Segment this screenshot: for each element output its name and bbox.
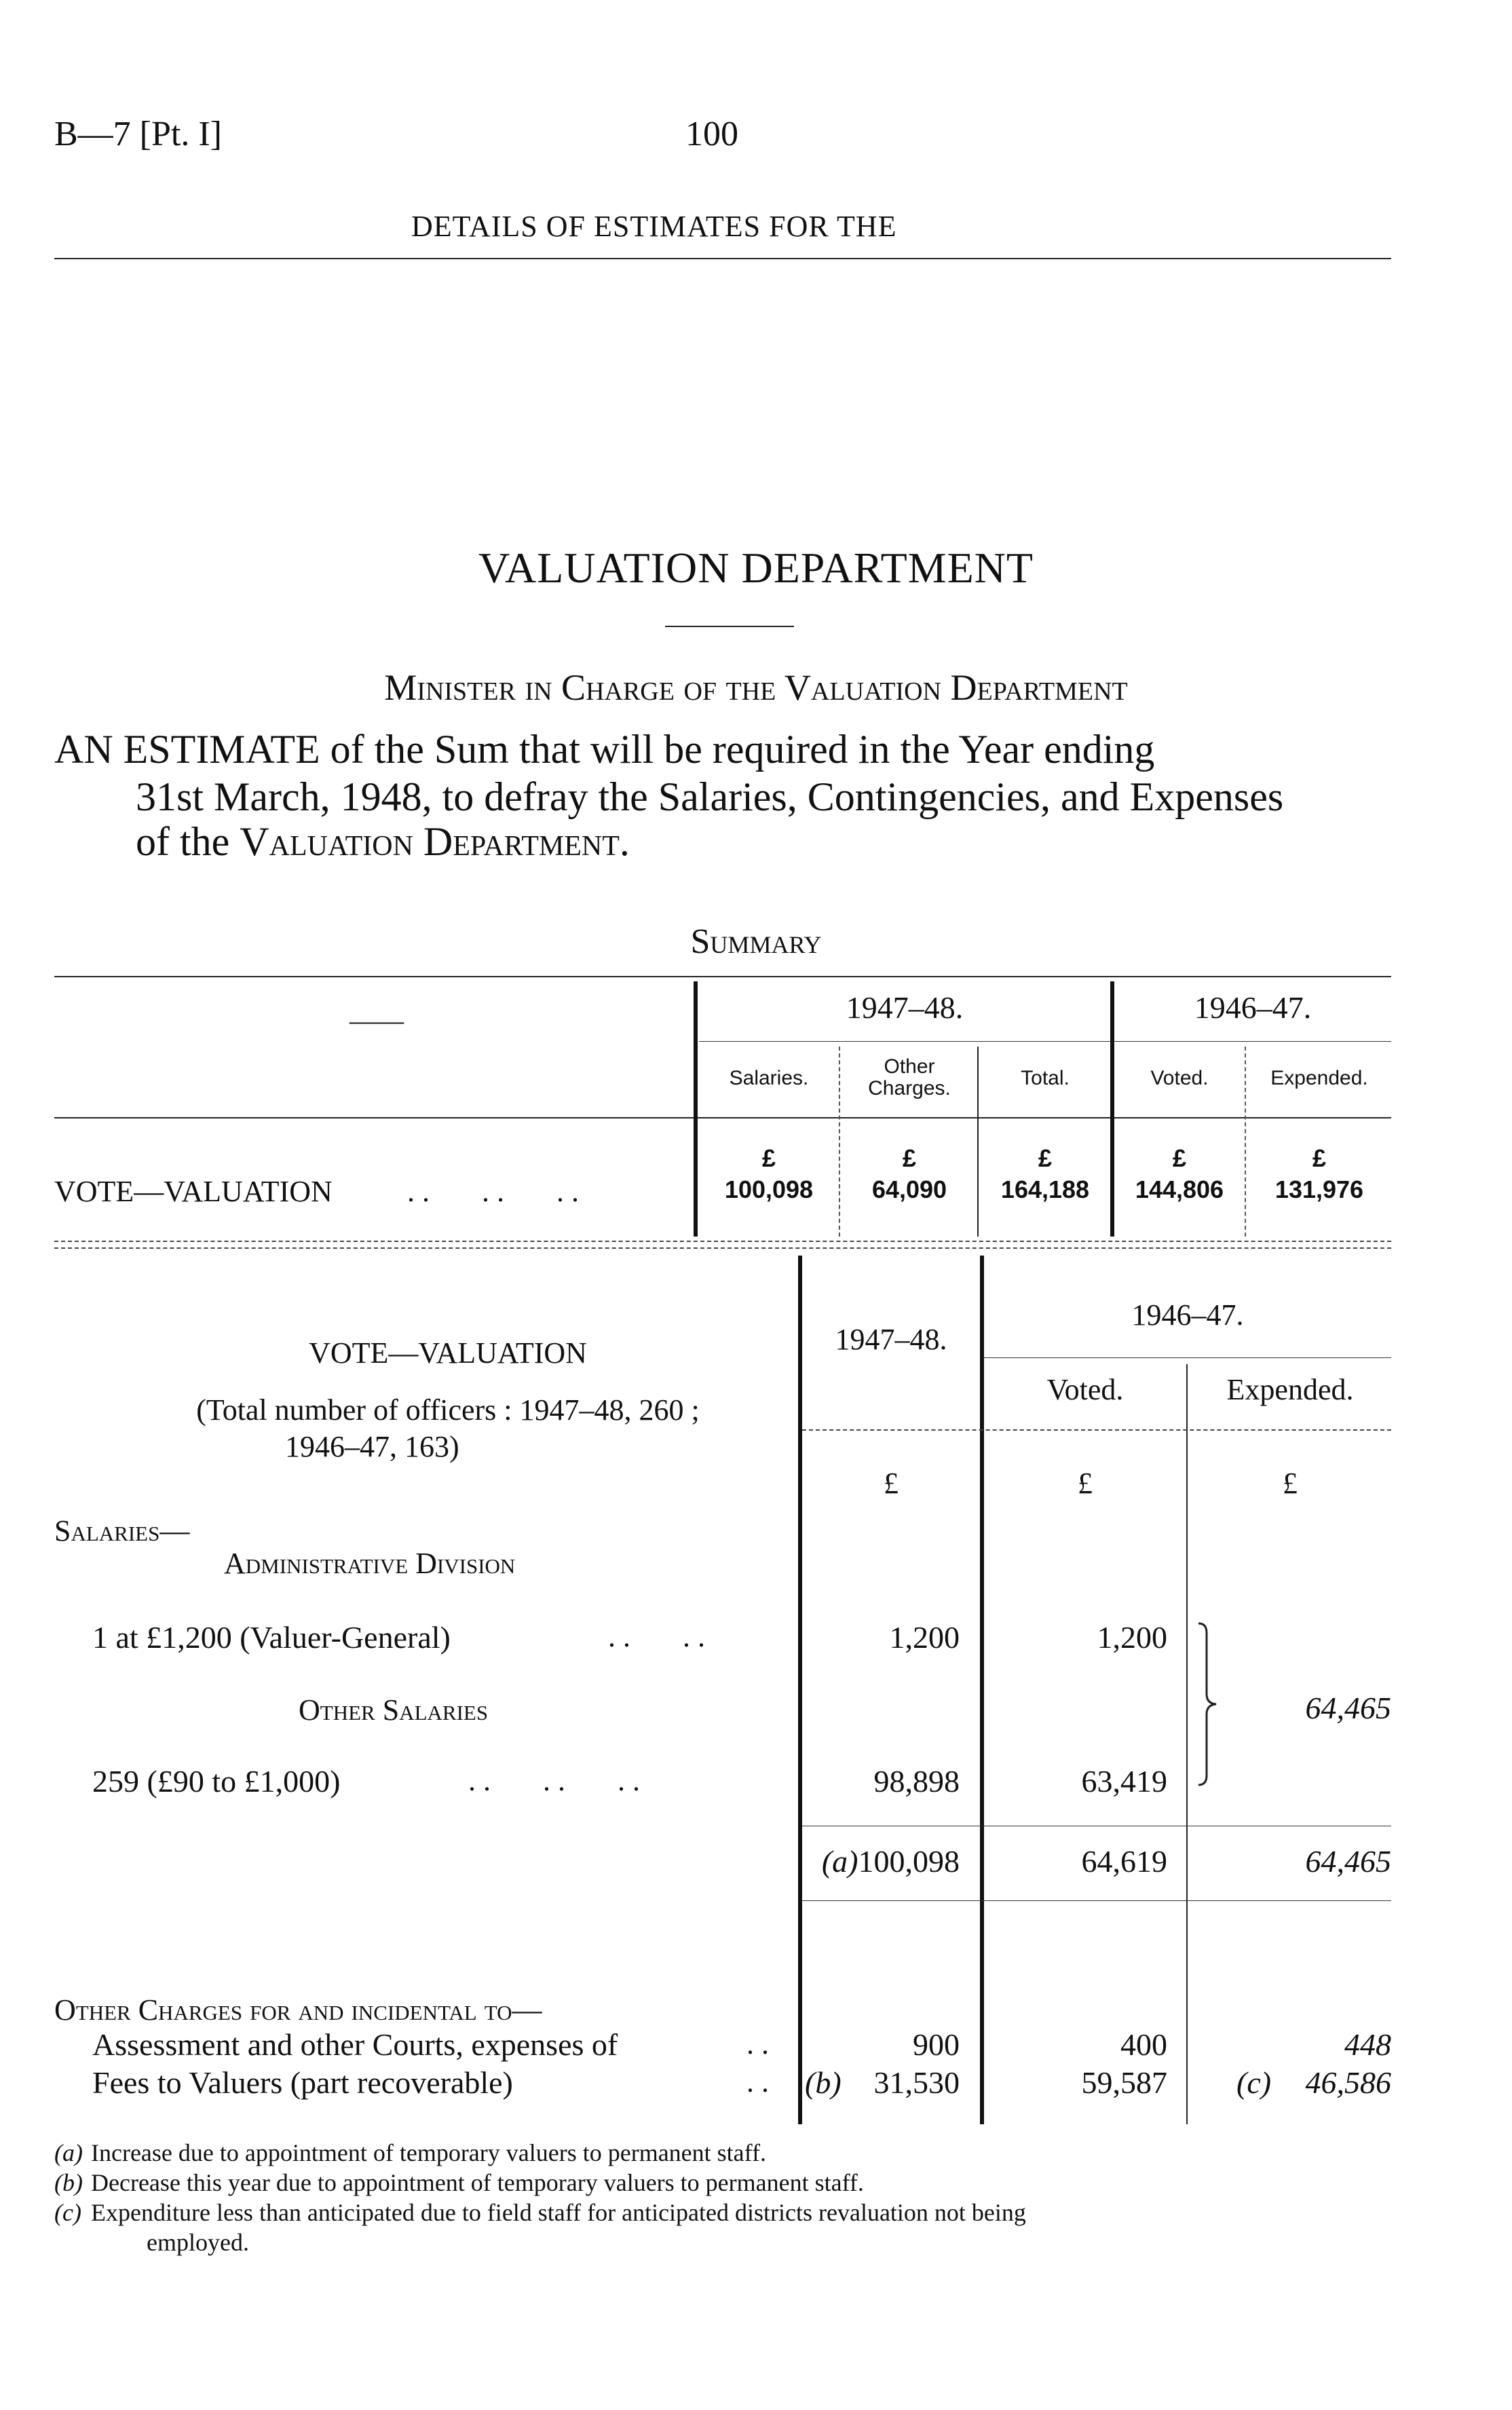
subtotal-current-value: 100,098	[858, 1844, 960, 1879]
vote-officers-line-2: 1946–47, 163)	[285, 1430, 459, 1463]
page-number: 100	[685, 115, 738, 153]
vote-vrule-1	[798, 1256, 802, 2124]
summary-row-leaders: . . . . . .	[407, 1175, 579, 1208]
running-title: DETAILS OF ESTIMATES FOR THE	[411, 210, 897, 243]
row-fees-current: 31,530	[873, 2065, 960, 2100]
row-fees-label: Fees to Valuers (part recoverable)	[92, 2065, 513, 2100]
department-title: VALUATION DEPARTMENT	[478, 544, 1034, 592]
vote-currency-2: £	[1078, 1467, 1093, 1500]
summary-currency-4: £	[1172, 1144, 1187, 1172]
summary-currency-5: £	[1312, 1144, 1327, 1172]
other-salaries-heading: Other Salaries	[299, 1693, 489, 1727]
summary-vrule-3	[1245, 1047, 1246, 1237]
footnote-text: Increase due to appointment of temporary valuers to permanent staff.	[91, 2139, 766, 2166]
summary-row-label: VOTE—VALUATION	[54, 1175, 333, 1208]
summary-value-other: 64,090	[871, 1175, 947, 1203]
salaries-subtotal-current	[802, 1843, 960, 1879]
subtotal-note-mark: (a)	[821, 1844, 858, 1879]
vote-sub-rule	[984, 1357, 1391, 1358]
summary-currency-3: £	[1038, 1144, 1053, 1172]
vote-col-voted: Voted.	[1046, 1373, 1124, 1406]
row-fees-leaders: . .	[746, 2065, 769, 2098]
row-valuer-general-current: 1,200	[889, 1620, 960, 1655]
footnote-mark: (c)	[54, 2199, 81, 2226]
row-fees-expended-note: (c)	[1236, 2065, 1272, 2100]
vote-officers-line-1: (Total number of officers : 1947–48, 260 ;	[196, 1393, 700, 1427]
summary-top-rule	[54, 976, 1391, 977]
summary-label-dash: ——	[349, 1005, 404, 1036]
administrative-division-heading: Administrative Division	[224, 1547, 516, 1580]
row-other-salaries-label: 259 (£90 to £1,000)	[92, 1764, 341, 1799]
summary-bottom-rule	[54, 1241, 1391, 1242]
row-valuer-general-leaders: . . . .	[608, 1620, 705, 1653]
summary-value-salaries: 100,098	[724, 1175, 814, 1203]
summary-col-other	[842, 1056, 977, 1099]
estimate-line-1: AN ESTIMATE of the Sum that will be required in the Year ending	[54, 727, 1155, 772]
estimate-line-3	[136, 818, 630, 865]
footnote-c-continued	[54, 2227, 1412, 2257]
row-fees-voted: 59,587	[1081, 2065, 1167, 2100]
footnotes	[54, 2138, 1412, 2257]
minister-line: Minister in Charge of the Valuation Department	[384, 667, 1128, 708]
vote-col-year-current: 1947–48.	[835, 1323, 947, 1356]
summary-year-current: 1947–48.	[846, 990, 964, 1025]
salaries-subtotal-voted: 64,619	[1081, 1844, 1167, 1879]
row-courts-voted: 400	[1120, 2027, 1167, 2062]
footnote-b	[54, 2168, 1412, 2198]
footnote-mark: (a)	[54, 2139, 83, 2166]
row-courts-expended: 448	[1344, 2027, 1391, 2062]
row-courts-leaders: . .	[746, 2027, 769, 2060]
other-charges-heading: Other Charges for and incidental to—	[54, 1993, 542, 2027]
summary-value-expended: 131,976	[1274, 1175, 1364, 1203]
footnote-mark: (b)	[54, 2169, 83, 2196]
summary-col-expended: Expended.	[1270, 1067, 1368, 1089]
footnote-text: employed.	[147, 2229, 249, 2256]
summary-title: Summary	[690, 922, 822, 961]
row-other-salaries-voted: 63,419	[1081, 1764, 1167, 1799]
row-valuer-general-label: 1 at £1,200 (Valuer-General)	[92, 1620, 451, 1655]
vote-currency-3: £	[1283, 1467, 1298, 1500]
row-courts-label: Assessment and other Courts, expenses of	[92, 2027, 618, 2062]
estimate-line-3-name: Valuation Department.	[240, 819, 630, 864]
salaries-subtotal-expended: 64,465	[1305, 1844, 1391, 1879]
summary-value-voted: 144,806	[1135, 1175, 1224, 1203]
summary-col-voted: Voted.	[1150, 1067, 1209, 1089]
estimate-line-2: 31st March, 1948, to defray the Salaries, Contingencies, and Expenses	[136, 774, 1284, 819]
summary-vrule-1	[839, 1047, 840, 1237]
footnote-text: Expenditure less than anticipated due to field staff for anticipated districts revaluation not being	[91, 2199, 1026, 2226]
summary-value-total: 164,188	[1000, 1175, 1090, 1203]
summary-year-previous: 1946–47.	[1194, 990, 1312, 1025]
summary-col-salaries: Salaries.	[729, 1067, 809, 1089]
summary-header-bottom-rule	[54, 1117, 1391, 1118]
row-fees-expended: 46,586	[1305, 2065, 1391, 2100]
vote-header-rule	[802, 1429, 1391, 1431]
salaries-expended-bracket-value: 64,465	[1305, 1691, 1391, 1725]
summary-col-total: Total.	[1021, 1067, 1070, 1089]
estimate-line-3-prefix: of the	[136, 819, 230, 864]
row-fees-note: (b)	[805, 2065, 842, 2100]
vote-vrule-3	[1186, 1364, 1188, 2124]
vote-currency-1: £	[884, 1467, 899, 1500]
vote-subtotal-bottom-rule	[802, 1900, 1391, 1901]
summary-vrule-2	[977, 1047, 979, 1237]
footnote-a	[54, 2138, 1412, 2168]
page-ref: B—7 [Pt. I]	[54, 115, 222, 153]
salaries-heading: Salaries—	[54, 1514, 190, 1547]
row-valuer-general-voted: 1,200	[1097, 1620, 1167, 1655]
summary-col-other-2: Charges.	[868, 1077, 951, 1099]
expended-brace	[1192, 1619, 1224, 1789]
title-rule	[665, 626, 794, 627]
summary-col-other-1: Other	[884, 1055, 935, 1078]
row-other-salaries-current: 98,898	[873, 1764, 960, 1799]
footnote-text: Decrease this year due to appointment of temporary valuers to permanent staff.	[91, 2169, 864, 2196]
vote-col-expended: Expended.	[1226, 1373, 1354, 1406]
footnote-c	[54, 2198, 1412, 2227]
row-courts-current: 900	[913, 2027, 960, 2062]
vote-col-year-previous: 1946–47.	[1131, 1298, 1244, 1332]
row-other-salaries-leaders: . . . . . .	[468, 1764, 640, 1797]
summary-bottom-rule-2	[54, 1247, 1391, 1249]
summary-currency-1: £	[761, 1144, 776, 1172]
summary-vrule-main	[694, 981, 698, 1237]
summary-sub-rule	[699, 1041, 1391, 1042]
header-rule	[54, 258, 1391, 259]
summary-currency-2: £	[902, 1144, 917, 1172]
vote-title: VOTE—VALUATION	[309, 1336, 587, 1370]
